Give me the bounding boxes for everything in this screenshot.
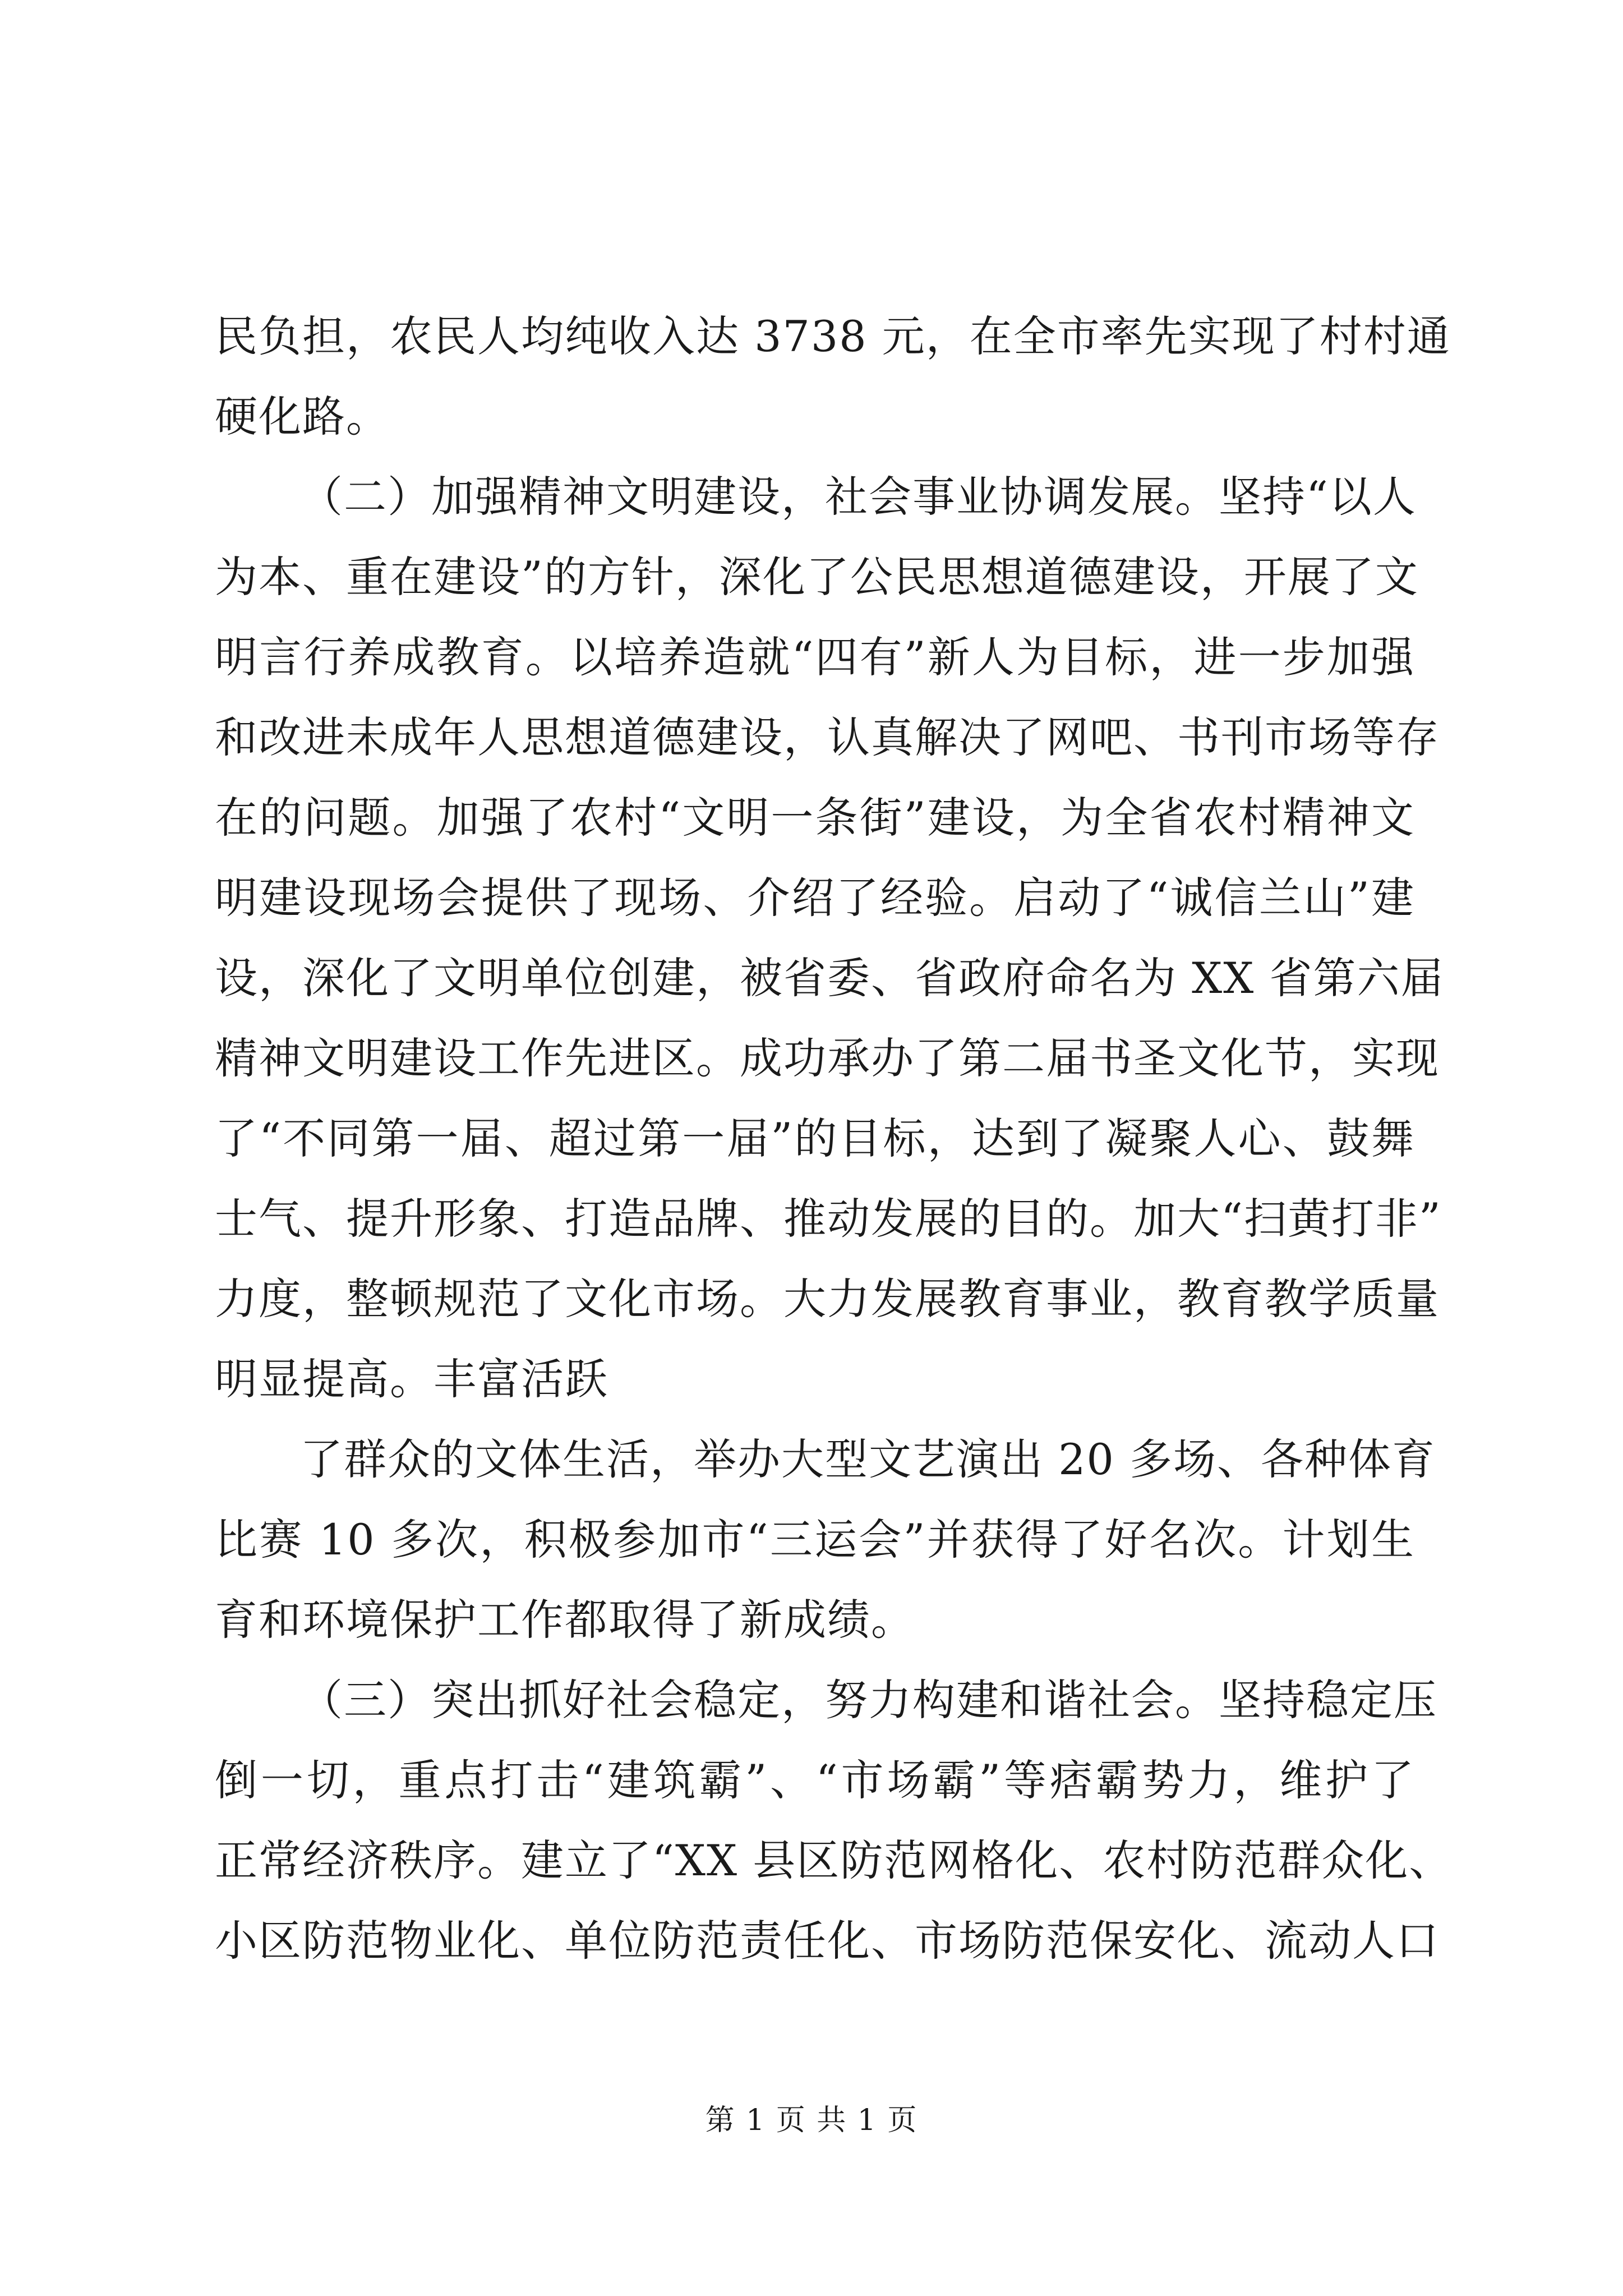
text-line: 明建设现场会提供了现场、介绍了经验。启动了“诚信兰山”建 [215, 873, 1415, 923]
text-line: 比赛 10 多次，积极参加市“三运会”并获得了好名次。计划生 [215, 1515, 1415, 1565]
text-line: 了“不同第一届、超过第一届”的目标，达到了凝聚人心、鼓舞 [215, 1114, 1415, 1163]
text-line: 正常经济秩序。建立了“XX 县区防范网格化、农村防范群众化、 [215, 1835, 1453, 1885]
text-line: 倒一切，重点打击“建筑霸”、“市场霸”等痞霸势力，维护了 [215, 1755, 1415, 1805]
text-line: 精神文明建设工作先进区。成功承办了第二届书圣文化节，实现 [215, 1033, 1440, 1083]
text-line: 为本、重在建设”的方针，深化了公民思想道德建设，开展了文 [215, 552, 1419, 602]
text-line: 明言行养成教育。以培养造就“四有”新人为目标，进一步加强 [215, 632, 1415, 682]
text-line: 士气、提升形象、打造品牌、推动发展的目的。加大“扫黄打非” [215, 1194, 1442, 1244]
text-line: 和改进未成年人思想道德建设，认真解决了网吧、书刊市场等存 [215, 712, 1440, 762]
text-line: 民负担，农民人均纯收入达 3738 元，在全市率先实现了村村通 [215, 311, 1451, 361]
text-line: 力度，整顿规范了文化市场。大力发展教育事业，教育教学质量 [215, 1274, 1440, 1324]
paragraph-start-line: （二）加强精神文明建设，社会事业协调发展。坚持“以人 [300, 472, 1417, 522]
paragraph-start-line: （三）突出抓好社会稳定，努力构建和谐社会。坚持稳定压 [300, 1675, 1437, 1725]
text-line: 小区防范物业化、单位防范责任化、市场防范保安化、流动人口 [215, 1916, 1440, 1966]
body-text [215, 296, 1453, 1981]
text-line: 明显提高。丰富活跃 [215, 1354, 608, 1404]
page-number-label: 第 1 页 共 1 页 [705, 2104, 918, 2137]
text-line: 在的问题。加强了农村“文明一条街”建设，为全省农村精神文 [215, 793, 1415, 843]
text-line: 设，深化了文明单位创建，被省委、省政府命名为 XX 省第六届 [215, 953, 1445, 1003]
text-line: 硬化路。 [215, 392, 390, 441]
paragraph-start-line: 了群众的文体生活，举办大型文艺演出 20 多场、各种体育 [300, 1434, 1436, 1484]
page-footer [0, 2101, 1623, 2140]
text-line: 育和环境保护工作都取得了新成绩。 [215, 1595, 915, 1645]
